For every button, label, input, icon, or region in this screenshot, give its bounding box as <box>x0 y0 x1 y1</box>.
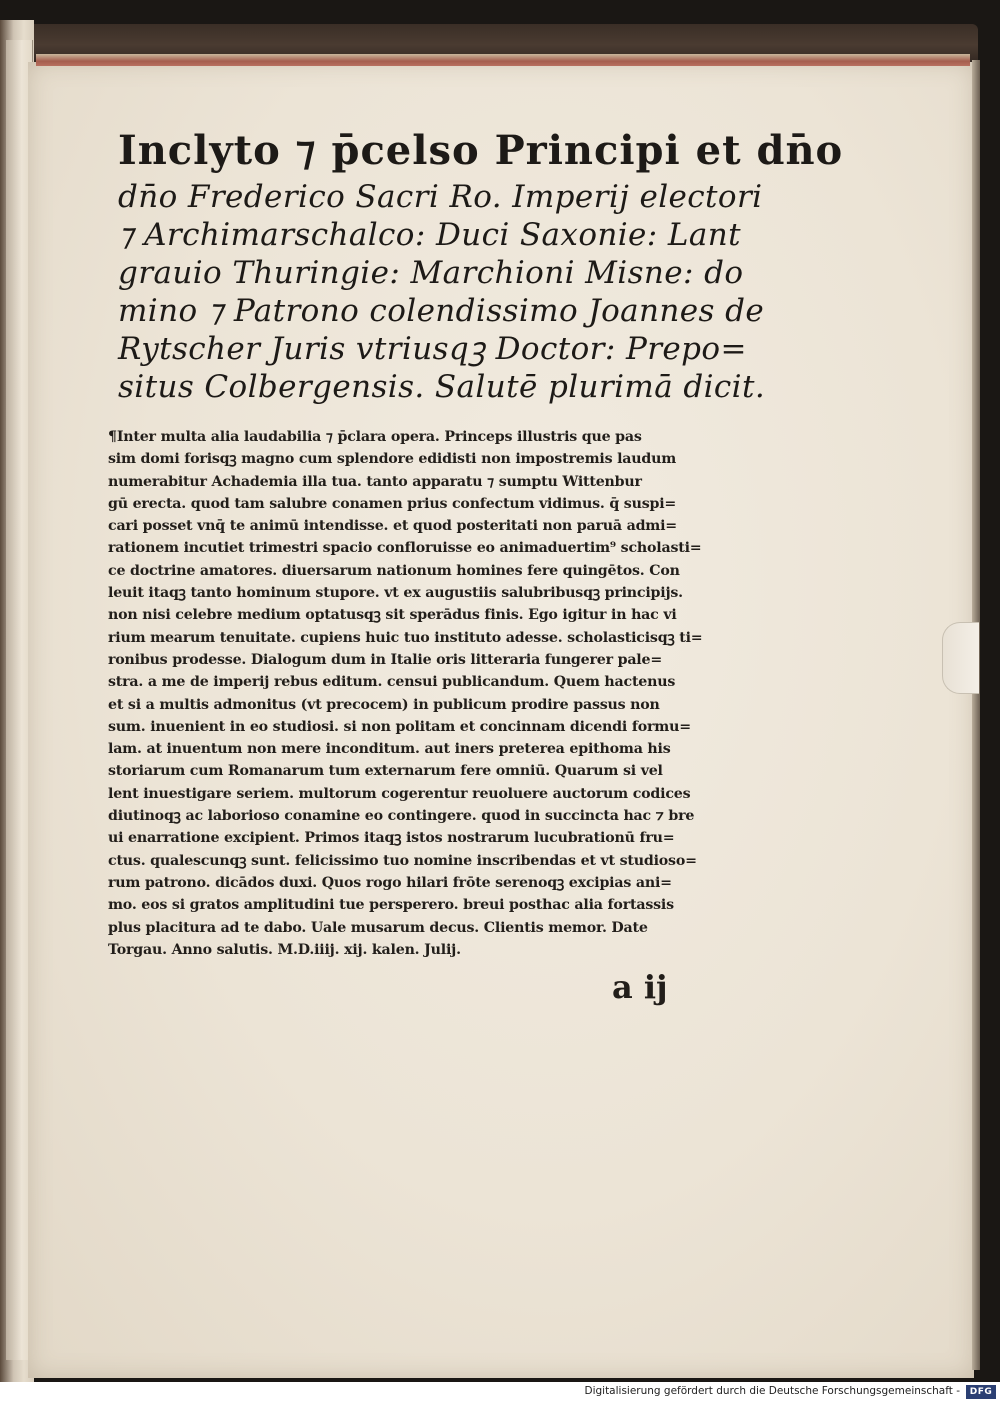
body-line: diutinoqꝫ ac laborioso conamine eo contingere. quod in succincta hac ⁊ bre <box>108 808 695 825</box>
body-line: leuit itaqꝫ tanto hominum stupore. vt ex augustiis salubribusqꝫ principijs. <box>108 585 683 602</box>
body-line: non nisi celebre medium optatusqꝫ sit sperādus finis. Ego igitur in hac vi <box>108 607 677 624</box>
body-line: et si a multis admonitus (vt precocem) in publicum prodire passus non <box>108 696 660 713</box>
body-line: rationem incutiet trimestri spacio confloruisse eo animaduertim⁹ scholasti= <box>108 540 702 557</box>
footer-credit: Digitalisierung gefördert durch die Deutsche Forschungsgemeinschaft - <box>584 1385 960 1397</box>
body-line: lent inuestigare seriem. multorum cogerentur reuoluere auctorum codices <box>108 785 691 802</box>
heading-line: Inclyto ⁊ p̄celso Principi et dn̄o <box>118 127 844 174</box>
body-paragraph <box>108 426 776 961</box>
heading-line: mino ⁊ Patrono colendissimo Joannes de <box>118 293 765 329</box>
body-line: ronibus prodesse. Dialogum dum in Italie oris litteraria fungerer pale= <box>108 651 663 668</box>
dedication-heading <box>118 127 844 406</box>
body-line: storiarum cum Romanarum tum externarum fere omniū. Quarum si vel <box>108 763 663 780</box>
body-line: rum patrono. dicādos duxi. Quos rogo hilari frōte serenoqꝫ excipias ani= <box>108 874 672 891</box>
body-line: mo. eos si gratos amplitudini tue persperero. breui posthac alia fortassis <box>108 897 674 914</box>
heading-line: ⁊ Archimarschalco: Duci Saxonie: Lant <box>118 217 741 253</box>
body-line: ui enarratione excipient. Primos itaqꝫ istos nostrarum lucubrationū fru= <box>108 830 675 847</box>
signature-mark: a ij <box>612 968 668 1006</box>
body-line: ¶Inter multa alia laudabilia ⁊ p̄clara opera. Princeps illustris que pas <box>108 429 642 445</box>
heading-line: Rytscher Juris vtriusqꝫ Doctor: Prepo= <box>118 331 747 367</box>
body-line: rium mearum tenuitate. cupiens huic tuo instituto adesse. scholasticisqꝫ ti= <box>108 629 703 646</box>
page-top-edge <box>36 54 970 66</box>
body-line: gū erecta. quod tam salubre conamen prius confectum vidimus. q̄ suspi= <box>108 495 677 512</box>
bookmark-tab <box>942 622 979 694</box>
body-line: sim domi forisqꝫ magno cum splendore edidisti non impostremis laudum <box>108 451 677 468</box>
heading-line: dn̄o Frederico Sacri Ro. Imperij electori <box>118 179 763 215</box>
body-line: sum. inuenient in eo studiosi. si non politam et concinnam dicendi formu= <box>108 718 691 735</box>
body-line: Torgau. Anno salutis. M.D.iiij. xij. kalen. Julij. <box>108 941 461 958</box>
body-line: plus placitura ad te dabo. Uale musarum decus. Clientis memor. Date <box>108 919 648 936</box>
body-line: lam. at inuentum non mere inconditum. aut iners preterea epithoma his <box>108 741 671 758</box>
body-line: ce doctrine amatores. diuersarum nationum homines fere quingētos. Con <box>108 562 680 579</box>
body-line: cari posset vnq̄ te animū intendisse. et quod posteritati non paruā admi= <box>108 518 677 535</box>
heading-line: situs Colbergensis. Salutē plurimā dicit. <box>118 369 766 405</box>
body-line: numerabitur Achademia illa tua. tanto apparatu ⁊ sumptu Wittenbur <box>108 473 642 490</box>
body-line: ctus. qualescunqꝫ sunt. felicissimo tuo nomine inscribendas et vt studioso= <box>108 852 697 869</box>
footer-bar <box>0 1382 1000 1403</box>
dfg-logo-icon: DFG <box>966 1385 996 1399</box>
heading-line: grauio Thuringie: Marchioni Misne: do <box>118 255 744 291</box>
body-line: stra. a me de imperij rebus editum. censui publicandum. Quem hactenus <box>108 674 676 691</box>
page-right-edge <box>972 60 980 1370</box>
